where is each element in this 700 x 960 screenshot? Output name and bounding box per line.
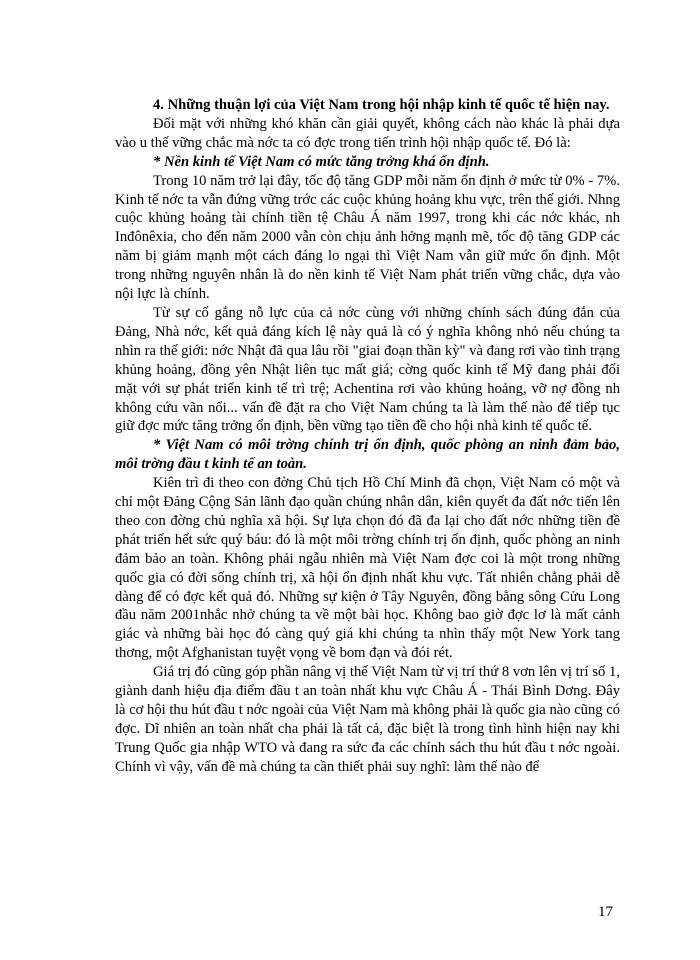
paragraph-investment-position: Giá trị đó cũng góp phần nâng vị thế Việt Nam từ vị trí thứ 8 vơn lên vị trí số 1, giành danh hiệu địa điểm đầu t an toàn nhất khu vực Châu Á - Thái Bình Dơng. Đây là cơ hội thu hút đầu t nớc ngoài của Việt Nam mà không phải là quốc gia nào cũng có đợc. Dĩ nhiên an toàn nhất cha phải là tất cả, đặc biệt là trong tình hình hiện nay khi Trung Quốc gia nhập WTO và đang ra sức đa các chính sách thu hút đầu t nớc ngoài. Chính vì vậy, vấn đề mà chúng ta cần thiết phải suy nghĩ: làm thế nào để [115, 664, 620, 775]
paragraph-world-comparison: Từ sự cố gắng nỗ lực của cả nớc cùng với những chính sách đúng đắn của Đảng, Nhà nớc, kết quả đáng kích lệ này quả là có ý nghĩa không nhỏ nếu chúng ta nhìn ra thế giới: nớc Nhật đã qua lâu rồi "giai đoạn thần kỳ" và đang rơi vào tình trạng khủng hoảng, đồng yên Nhật liên tục mất giá; cờng quốc kinh tế Mỹ đang phải đối mặt với sự phát triển kinh tế trì trệ; Achentina rơi vào khủng hoảng, vỡ nợ đồng nh không cứu vãn nổi... vấn đề đặt ra cho Việt Nam chúng ta là làm thế nào để tiếp tục giữ đợc mức tăng trởng ổn định, bền vững tạo tiền đề cho hội nhà kinh tế quốc tế. [115, 304, 620, 435]
paragraph-gdp-growth: Trong 10 năm trở lại đây, tốc độ tăng GDP mỗi năm ổn định ở mức từ 0% - 7%. Kinh tế nớc ta vẫn đứng vững trớc các cuộc khủng hoảng khu vực, trên thế giới. Nhng cuộc khủng hoảng tài chính tiền tệ Châu Á năm 1997, trong khi các nớc khác, nh Inđônêxia, cho đến năm 2000 vẫn còn chịu ảnh hởng mạnh mẽ, tốc độ tăng GDP các năm bị giảm mạnh một cách đáng lo ngại thì Việt Nam vẫn giữ mức ổn định. Một trong những nguyên nhân là do nền kinh tế Việt Nam phát triển vững chắc, dựa vào nội lực là chính. [115, 172, 620, 303]
page-number: 17 [598, 904, 613, 920]
subheading-economic-growth: * Nền kinh tế Việt Nam có mức tăng trởng khá ổn định. [153, 153, 490, 170]
paragraph-political-path: Kiên trì đi theo con đờng Chủ tịch Hồ Chí Minh đã chọn, Việt Nam có một và chỉ một Đảng Cộng Sản lãnh đạo quần chúng nhân dân, kiên quyết đa đất nớc tiến lên theo con đờng chủ nghĩa xã hội. Sự lựa chọn đó đã đa lại cho đất nớc những tiền đề phát triển hết sức quý báu: đó là một môi trờng chính trị ổn định, quốc phòng an ninh đảm bảo an toàn. Không phải ngẫu nhiên mà Việt Nam đợc coi là một trong những quốc gia có đời sống chính trị, xã hội ổn định nhất khu vực. Tất nhiên chẳng phải dễ dàng để có đợc kết quả đó. Những sự kiện ở Tây Nguyên, đồng bằng sông Cửu Long đầu năm 2001nhắc nhở chúng ta về một bài học. Không bao giờ đợc lơ là mất cảnh giác và những bài học đó càng quý giá khi chúng ta nhìn thấy một New York tang thơng, một Afghanistan tuyệt vọng về bom đạn và đói rét. [115, 475, 620, 662]
intro-paragraph: Đối mặt với những khó khăn cần giải quyết, không cách nào khác là phải dựa vào u thế vững chắc mà nớc ta có đợc trong tiến trình hội nhập quốc tế. Đó là: [115, 115, 620, 151]
section-heading: 4. Những thuận lợi của Việt Nam trong hội nhập kinh tế quốc tế hiện nay. [153, 97, 610, 113]
subheading-political-stability: * Việt Nam có môi trờng chính trị ổn định, quốc phòng an ninh đảm bảo, môi trờng đầu t kinh tế an toàn. [115, 437, 620, 473]
document-body [115, 96, 620, 777]
